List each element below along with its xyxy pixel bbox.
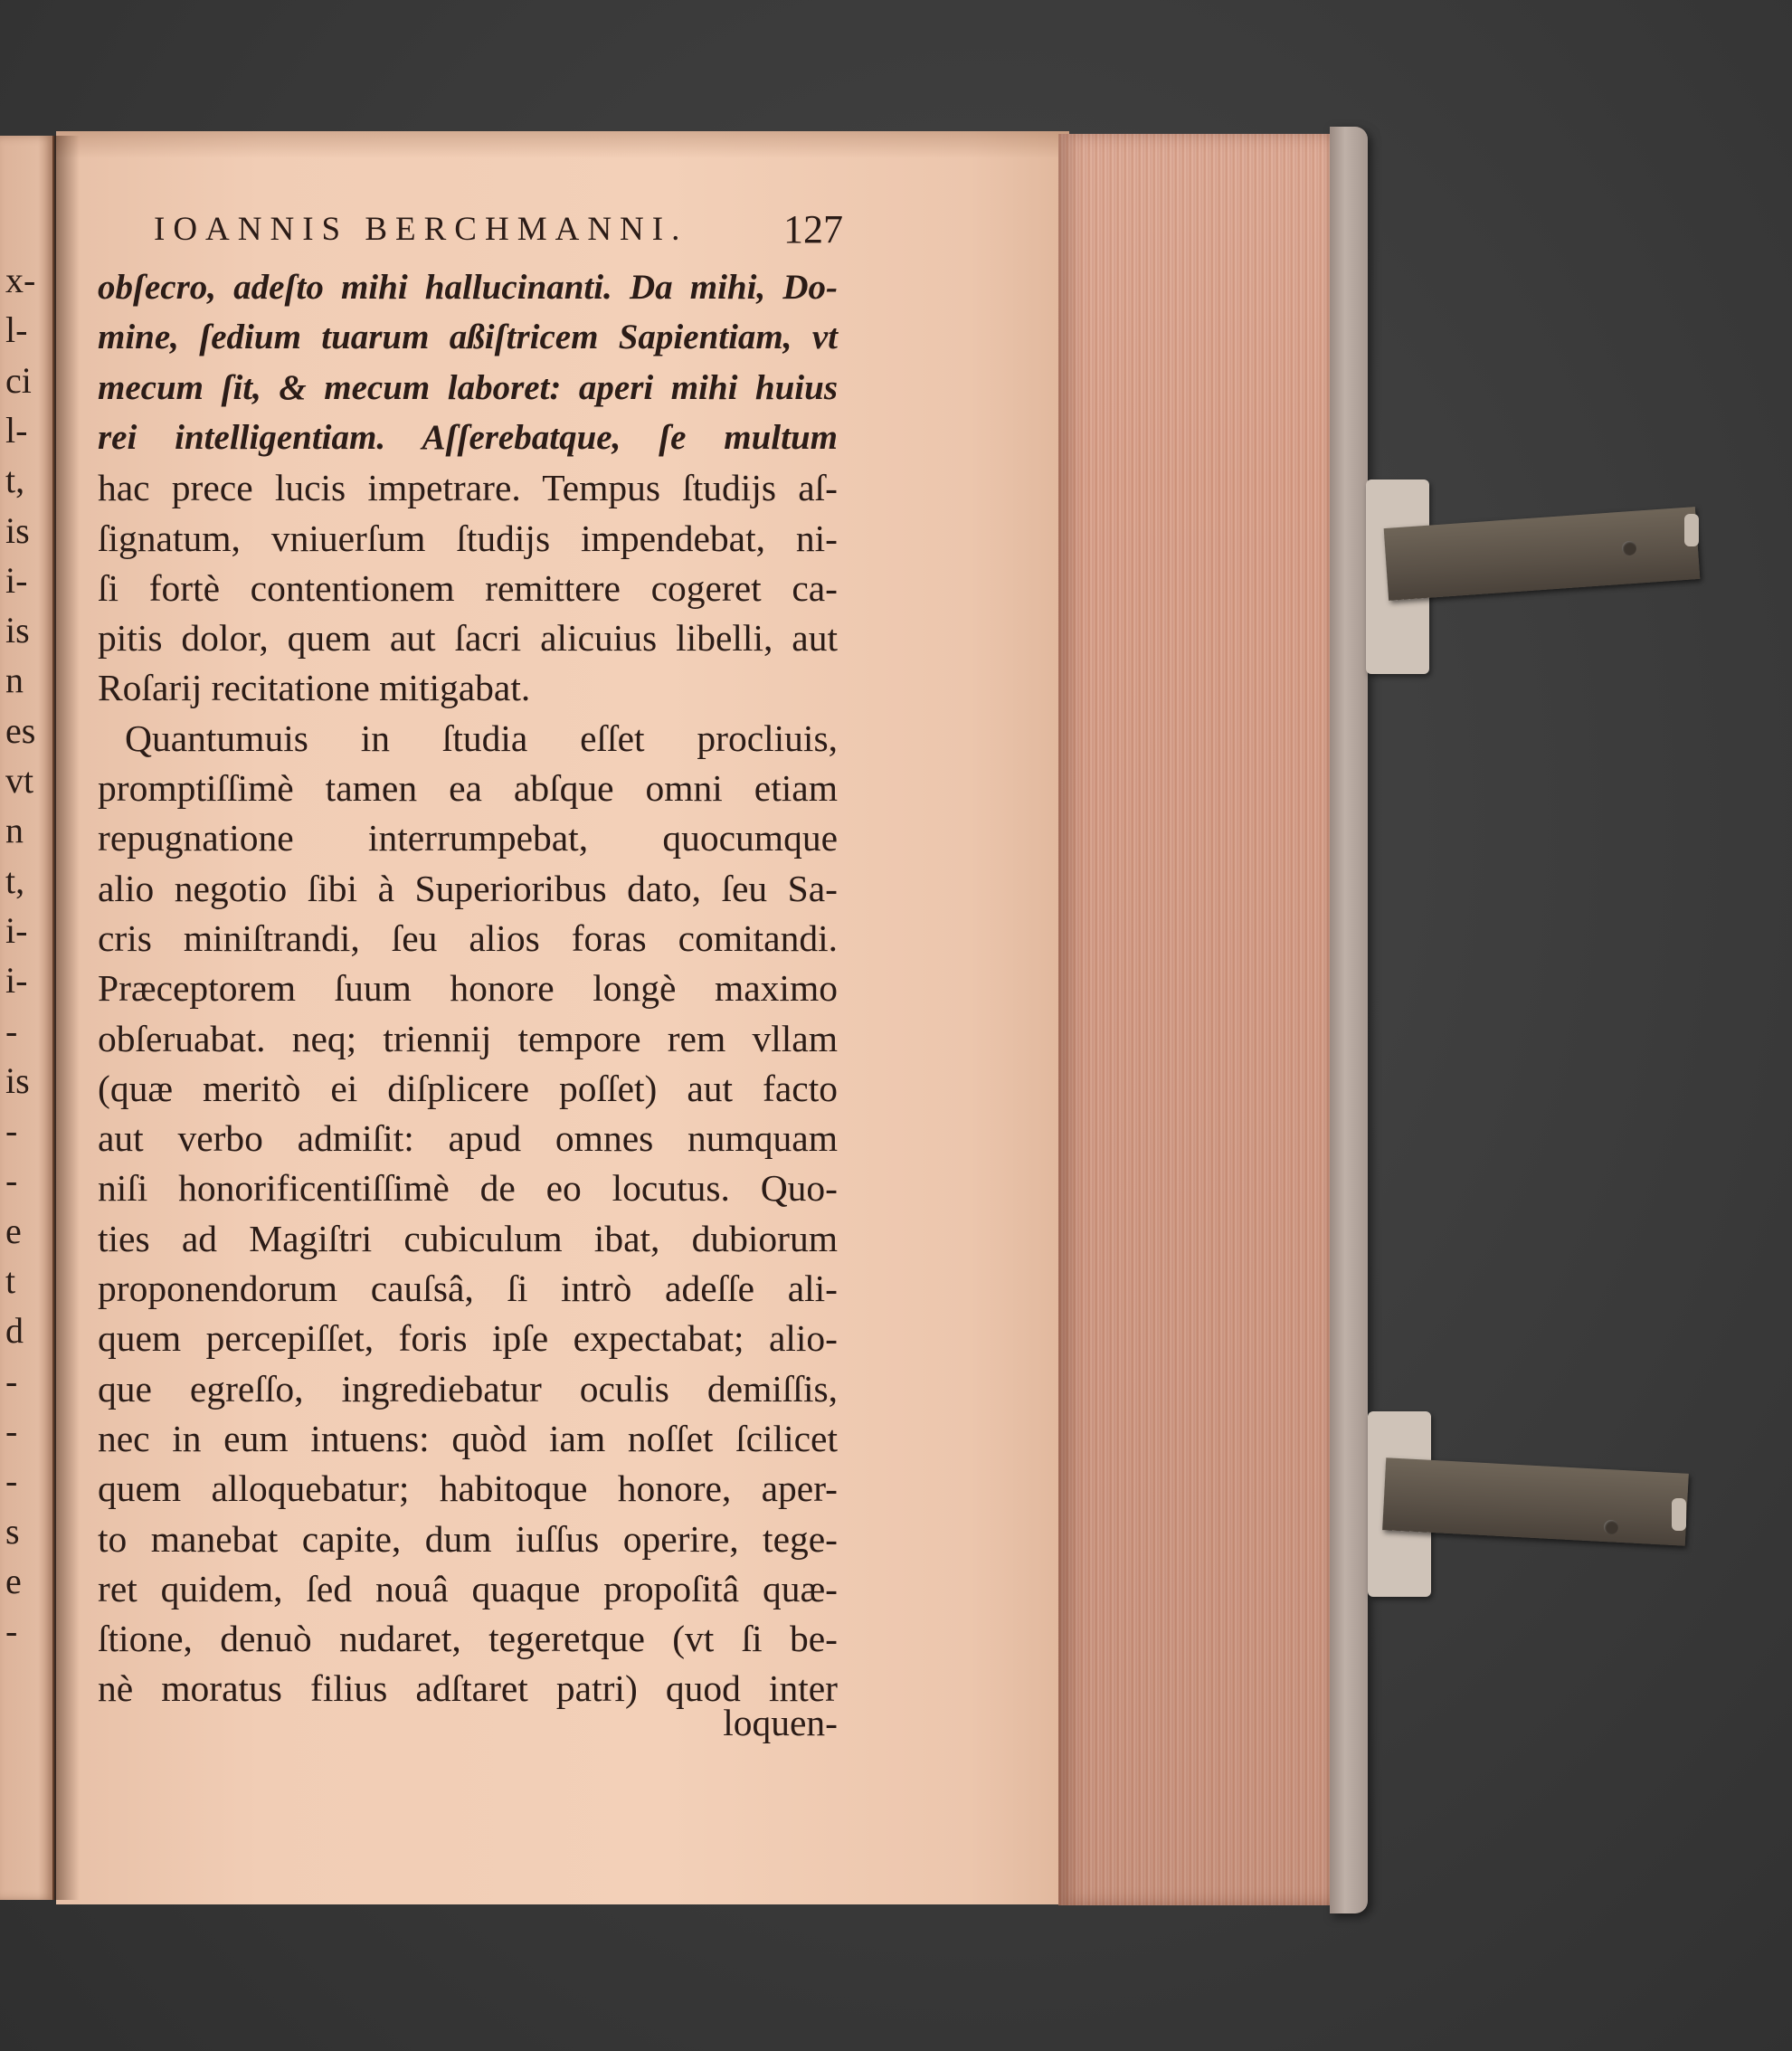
text-line: ſtione, denuò nudaret, tegeretque (vt ſi be-	[98, 1618, 838, 1660]
text-line: (quæ meritò ei diſplicere poſſet) aut facto	[98, 1067, 838, 1109]
left-page-fragment: is	[5, 509, 30, 551]
text-line: aut verbo admiſit: apud omnes numquam	[98, 1117, 838, 1160]
left-page-fragment: -	[5, 1410, 18, 1451]
text-line: cris miniſtrandi, ſeu alios foras comitandi.	[98, 916, 838, 959]
text-line: ret quidem, ſed nouâ quaque propoſitâ quæ-	[98, 1567, 838, 1609]
text-line: Roſarij recitatione mitigabat.	[98, 667, 531, 709]
text-line: rei intelligentiam. Aſſerebatque, ſe multum	[98, 417, 838, 457]
left-page-fragment: i-	[5, 909, 28, 951]
text-line: quem percepiſſet, foris ipſe expectabat; alio-	[98, 1317, 838, 1360]
left-page-fragment: i-	[5, 960, 28, 1002]
text-line: pitis dolor, quem aut ſacri alicuius libelli, aut	[98, 617, 838, 660]
left-page-fragment: t	[5, 1260, 16, 1301]
left-page-fragment: is	[5, 1059, 30, 1101]
left-page-fragment: -	[5, 1460, 18, 1502]
text-line: mine, ſedium tuarum aßiſtricem Sapientiam, vt	[98, 318, 838, 357]
text-line: que egreſſo, ingrediebatur oculis demiſſis,	[98, 1367, 838, 1410]
text-line: obſecro, adeſto mihi hallucinanti. Da mihi, Do-	[98, 268, 838, 307]
left-page-fragment: -	[5, 1610, 18, 1652]
left-page-fragment: -	[5, 1160, 18, 1201]
text-line: ties ad Magiſtri cubiculum ibat, dubiorum	[98, 1217, 838, 1259]
left-page-fragment: ci	[5, 359, 32, 401]
text-line: quem alloquebatur; habitoque honore, aper-	[98, 1467, 838, 1510]
left-page-fragment: -	[5, 1360, 18, 1401]
left-page-fragment: n	[5, 660, 24, 701]
left-page-fragment: t,	[5, 859, 25, 901]
text-line: Quantumuis in ſtudia eſſet procliuis,	[125, 717, 838, 759]
text-line: nec in eum intuens: quòd iam noſſet ſcilicet	[98, 1417, 838, 1459]
left-page-fragment: l-	[5, 409, 28, 451]
text-line: mecum ſit, & mecum laboret: aperi mihi huius	[98, 367, 838, 407]
catchword: loquen-	[723, 1702, 838, 1743]
left-page-fragment: t,	[5, 460, 25, 501]
left-page-fragment: s	[5, 1510, 20, 1552]
text-line: repugnatione interrumpebat, quocumque	[98, 817, 838, 859]
left-page-fragment: es	[5, 709, 36, 751]
page-number: 127	[783, 207, 843, 252]
text-line: ſi fortè contentionem remittere cogeret ca-	[98, 566, 838, 609]
text-line: Præceptorem ſuum honore longè maximo	[98, 967, 838, 1010]
text-line: niſi honorificentiſſimè de eo locutus. Quo-	[98, 1167, 838, 1210]
left-page-fragment: vt	[5, 760, 34, 801]
gutter-shadow	[52, 136, 80, 1900]
left-page-fragment: l-	[5, 309, 28, 351]
running-head-title: IOANNIS BERCHMANNI.	[154, 211, 688, 248]
left-page-fragment: d	[5, 1310, 24, 1352]
text-line: to manebat capite, dum iuſſus operire, tege-	[98, 1517, 838, 1560]
text-line: ſignatum, vniuerſum ſtudijs impendebat, ni-	[98, 517, 838, 559]
lower-clasp-rivet	[1604, 1520, 1618, 1534]
text-line: alio negotio ſibi à Superioribus dato, ſeu Sa-	[98, 867, 838, 909]
text-line: obſeruabat. neq; triennij tempore rem vllam	[98, 1017, 838, 1059]
left-page-fragment: is	[5, 610, 30, 651]
running-head	[154, 207, 843, 264]
left-page-fragment: e	[5, 1210, 22, 1251]
text-line: proponendorum cauſsâ, ſi intrò adeſſe ali-	[98, 1268, 838, 1309]
left-page-fragment: x-	[5, 260, 36, 300]
left-page-fragment: -	[5, 1110, 18, 1152]
left-page-fragment: n	[5, 810, 24, 851]
upper-clasp-rivet	[1622, 541, 1636, 555]
left-page-fragment: -	[5, 1010, 18, 1051]
text-line: promptiſſimè tamen ea abſque omni etiam	[98, 767, 838, 809]
left-page	[0, 136, 54, 1900]
book-cover-edge	[1330, 127, 1368, 1913]
text-line: nè moratus filius adſtaret patri) quod inter	[98, 1667, 838, 1710]
left-page-fragment: i-	[5, 559, 28, 601]
left-page-fragment: e	[5, 1560, 22, 1601]
text-line: hac prece lucis impetrare. Tempus ſtudijs aſ-	[98, 467, 838, 509]
